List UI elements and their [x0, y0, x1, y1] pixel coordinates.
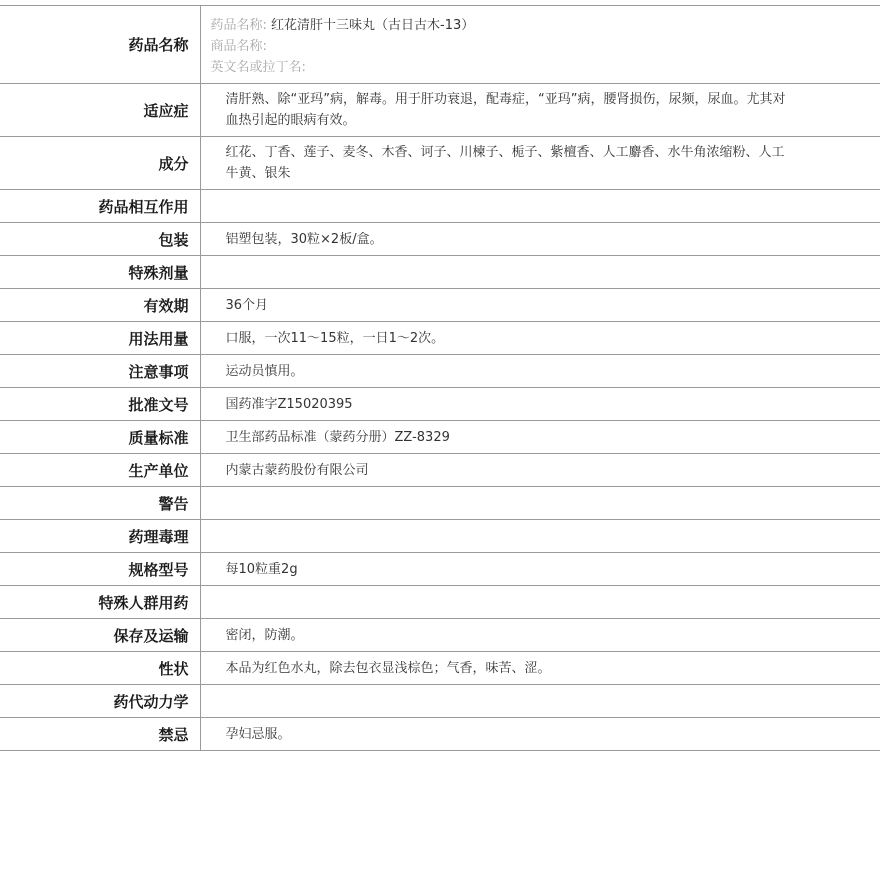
row-precautions: [0, 355, 880, 388]
row-usage-dosage: [0, 322, 880, 355]
row-label: 特殊剂量: [0, 256, 200, 289]
row-value: [200, 256, 880, 289]
row-label: 成分: [0, 137, 200, 190]
trade-name-key: 商品名称:: [210, 39, 267, 54]
generic-name-value: 红花清肝十三味丸（古日古木-13）: [271, 18, 475, 33]
row-value: 运动员慎用。: [200, 355, 880, 388]
row-label: 适应症: [0, 84, 200, 137]
row-packaging: [0, 223, 880, 256]
row-label: 特殊人群用药: [0, 586, 200, 619]
row-special-dosage: [0, 256, 880, 289]
row-pharmacokinetics: [0, 685, 880, 718]
row-quality-standard: [0, 421, 880, 454]
row-value: [200, 190, 880, 223]
row-approval-number: [0, 388, 880, 421]
row-value: 国药准字Z15020395: [200, 388, 880, 421]
row-value: 口服，一次11～15粒，一日1～2次。: [200, 322, 880, 355]
row-storage: [0, 619, 880, 652]
row-value: 密闭，防潮。: [200, 619, 880, 652]
row-label: 药代动力学: [0, 685, 200, 718]
english-name-key: 英文名或拉丁名:: [210, 60, 306, 75]
row-description: [0, 652, 880, 685]
row-label: 批准文号: [0, 388, 200, 421]
row-label: 有效期: [0, 289, 200, 322]
row-label: 药理毒理: [0, 520, 200, 553]
generic-name-key: 药品名称:: [210, 18, 267, 33]
generic-name-line: [211, 15, 880, 36]
row-label: 保存及运输: [0, 619, 200, 652]
row-label: 药品相互作用: [0, 190, 200, 223]
row-value: [200, 487, 880, 520]
row-value: 铝塑包装，30粒×2板/盒。: [200, 223, 880, 256]
row-special-populations: [0, 586, 880, 619]
row-interactions: [0, 190, 880, 223]
row-label: 性状: [0, 652, 200, 685]
row-label: 包装: [0, 223, 200, 256]
drug-name-cell: [200, 6, 880, 84]
row-value: 红花、丁香、莲子、麦冬、木香、诃子、川楝子、栀子、紫檀香、人工麝香、水牛角浓缩粉、人工牛黄、银朱: [200, 137, 880, 190]
row-label: 规格型号: [0, 553, 200, 586]
row-manufacturer: [0, 454, 880, 487]
english-name-line: [211, 57, 880, 78]
row-label: 生产单位: [0, 454, 200, 487]
row-ingredients: [0, 137, 880, 190]
row-pharmacology: [0, 520, 880, 553]
row-specification: [0, 553, 880, 586]
row-value: [200, 685, 880, 718]
row-drug-name: [0, 6, 880, 84]
row-label: 药品名称: [0, 6, 200, 84]
row-value: 卫生部药品标准（蒙药分册）ZZ-8329: [200, 421, 880, 454]
drug-info-table: [0, 5, 880, 751]
row-label: 注意事项: [0, 355, 200, 388]
row-indications: [0, 84, 880, 137]
row-label: 警告: [0, 487, 200, 520]
row-label: 用法用量: [0, 322, 200, 355]
row-value: 本品为红色水丸，除去包衣显浅棕色；气香，味苦、涩。: [200, 652, 880, 685]
row-value: 清肝熟、除“亚玛”病，解毒。用于肝功衰退，配毒症，“亚玛”病，腰肾损伤，尿频，尿血。尤其对血热引起的眼病有效。: [200, 84, 880, 137]
row-contraindications: [0, 718, 880, 751]
row-label: 质量标准: [0, 421, 200, 454]
row-label: 禁忌: [0, 718, 200, 751]
row-value: [200, 586, 880, 619]
row-shelf-life: [0, 289, 880, 322]
row-warning: [0, 487, 880, 520]
row-value: 内蒙古蒙药股份有限公司: [200, 454, 880, 487]
row-value: 孕妇忌服。: [200, 718, 880, 751]
trade-name-line: [211, 36, 880, 57]
row-value: 36个月: [200, 289, 880, 322]
row-value: 每10粒重2g: [200, 553, 880, 586]
row-value: [200, 520, 880, 553]
